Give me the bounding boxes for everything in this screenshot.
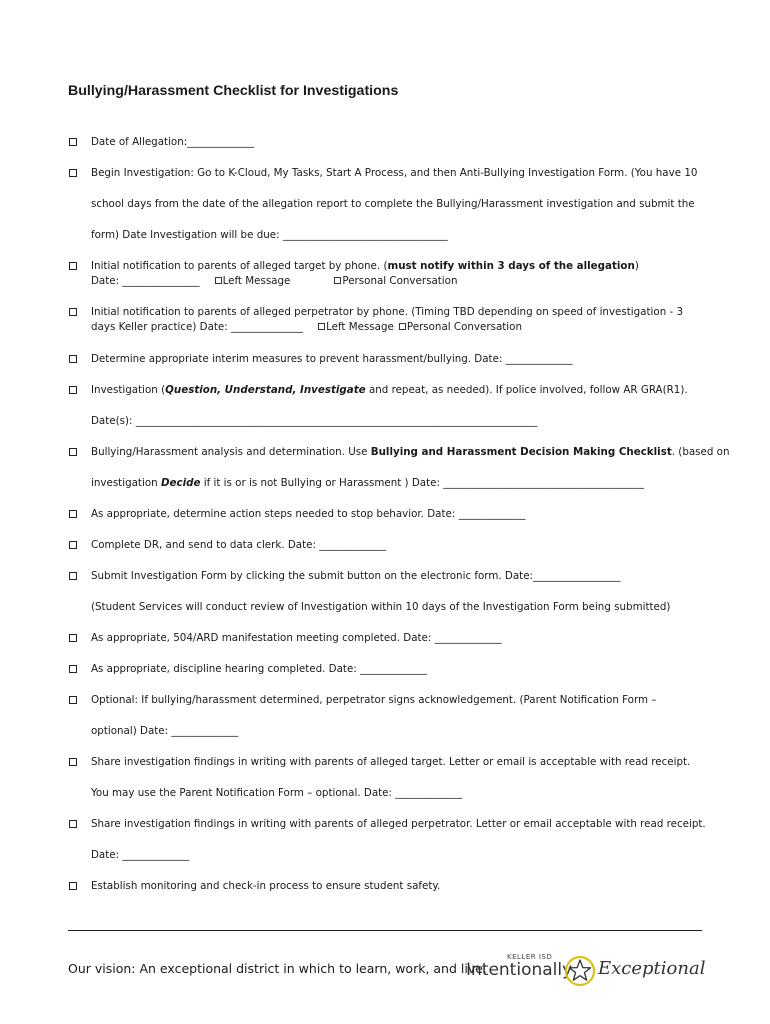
notify-target-close: ) bbox=[634, 260, 639, 272]
notify-perpetrator-line-1: Initial notification to parents of alleged perpetrator by phone. (Timing TBD depending on speed of investigation - 3 bbox=[91, 306, 684, 318]
checkbox-share-target[interactable] bbox=[69, 758, 77, 766]
decision-checklist-name: Bullying and Harassment Decision Making Checklist bbox=[370, 446, 672, 458]
monitoring-line: Establish monitoring and check-in process to ensure student safety. bbox=[91, 880, 441, 892]
interim-measures-line: Determine appropriate interim measures to prevent harassment/bullying. Date: _____________ bbox=[91, 353, 573, 365]
share-target-line-1: Share investigation findings in writing with parents of alleged target. Letter or email is acceptable with read receipt. bbox=[91, 756, 691, 768]
investigation-dates-line: Date(s): ______________________________________________________________________________ bbox=[91, 415, 538, 427]
logo-district-name: KELLER ISD bbox=[507, 953, 553, 961]
logo-exceptional: Exceptional bbox=[598, 958, 706, 979]
student-services-note: (Student Services will conduct review of Investigation within 10 days of the Investigation Form being submitted) bbox=[91, 601, 671, 613]
personal-conversation-checkbox-perpetrator[interactable] bbox=[399, 323, 406, 330]
checkbox-begin-investigation[interactable] bbox=[69, 169, 77, 177]
begin-investigation-line-2: school days from the date of the allegation report to complete the Bullying/Harassment investigation and submit the bbox=[91, 198, 695, 210]
vision-statement: Our vision: An exceptional district in which to learn, work, and live. bbox=[68, 961, 487, 976]
acknowledgement-line-1: Optional: If bullying/harassment determined, perpetrator signs acknowledgement. (Parent Notification Form – bbox=[91, 694, 657, 706]
checkbox-investigation[interactable] bbox=[69, 386, 77, 394]
share-perpetrator-line-2: Date: _____________ bbox=[91, 849, 190, 861]
page-title: Bullying/Harassment Checklist for Investigations bbox=[68, 83, 399, 99]
checkbox-notify-target[interactable] bbox=[69, 262, 77, 270]
complete-dr-line: Complete DR, and send to data clerk. Date: _____________ bbox=[91, 539, 387, 551]
checkbox-complete-dr[interactable] bbox=[69, 541, 77, 549]
checkbox-monitoring[interactable] bbox=[69, 882, 77, 890]
analysis-line-2 bbox=[91, 476, 644, 490]
analysis-line-1 bbox=[91, 445, 730, 459]
checkbox-analysis[interactable] bbox=[69, 448, 77, 456]
notify-perpetrator-line-2 bbox=[91, 320, 522, 334]
action-steps-line: As appropriate, determine action steps needed to stop behavior. Date: _____________ bbox=[91, 508, 526, 520]
checkbox-date-of-allegation[interactable] bbox=[69, 138, 77, 146]
notify-target-deadline: must notify within 3 days of the allegation bbox=[387, 260, 635, 272]
checkbox-action-steps[interactable] bbox=[69, 510, 77, 518]
personal-conversation-checkbox-target[interactable] bbox=[334, 277, 341, 284]
analysis-investigation: investigation bbox=[91, 477, 158, 489]
analysis-based-on: . (based on bbox=[671, 446, 730, 458]
begin-investigation-line-1: Begin Investigation: Go to K-Cloud, My Tasks, Start A Process, and then Anti-Bullying Investigation Form. (You have 10 bbox=[91, 167, 698, 179]
checkbox-share-perpetrator[interactable] bbox=[69, 820, 77, 828]
discipline-hearing-line: As appropriate, discipline hearing completed. Date: _____________ bbox=[91, 663, 427, 675]
notify-target-line-2 bbox=[91, 274, 458, 288]
personal-conversation-label: Personal Conversation bbox=[406, 321, 522, 333]
investigation-line-1 bbox=[91, 383, 688, 397]
checkbox-submit-form[interactable] bbox=[69, 572, 77, 580]
notify-perpetrator-date: days Keller practice) Date: ______________ bbox=[91, 321, 304, 333]
notify-target-date: Date: _______________ bbox=[91, 275, 200, 287]
manifestation-meeting-line: As appropriate, 504/ARD manifestation meeting completed. Date: _____________ bbox=[91, 632, 502, 644]
notify-target-line-1 bbox=[91, 259, 639, 273]
left-message-checkbox-perpetrator[interactable] bbox=[318, 323, 325, 330]
checkbox-discipline-hearing[interactable] bbox=[69, 665, 77, 673]
analysis-text: Bullying/Harassment analysis and determination. Use bbox=[91, 446, 371, 458]
date-of-allegation-line: Date of Allegation:_____________ bbox=[91, 136, 255, 148]
investigation-steps: Question, Understand, Investigate bbox=[165, 384, 366, 396]
checkbox-acknowledgement[interactable] bbox=[69, 696, 77, 704]
share-target-line-2: You may use the Parent Notification Form – optional. Date: _____________ bbox=[91, 787, 463, 799]
investigation-text: Investigation ( bbox=[91, 384, 166, 396]
footer-divider bbox=[68, 930, 702, 931]
left-message-checkbox-target[interactable] bbox=[215, 277, 222, 284]
checkbox-interim-measures[interactable] bbox=[69, 355, 77, 363]
logo-intentionally: Intentionally bbox=[466, 960, 573, 980]
begin-investigation-line-3: form) Date Investigation will be due: ________________________________ bbox=[91, 229, 448, 241]
acknowledgement-line-2: optional) Date: _____________ bbox=[91, 725, 239, 737]
left-message-label: Left Message bbox=[326, 321, 394, 333]
personal-conversation-label: Personal Conversation bbox=[342, 275, 458, 287]
submit-form-line: Submit Investigation Form by clicking the submit button on the electronic form. Date:_________________ bbox=[91, 570, 621, 582]
notify-target-text: Initial notification to parents of alleged target by phone. ( bbox=[91, 260, 388, 272]
decide-word: Decide bbox=[160, 477, 201, 489]
checkbox-manifestation-meeting[interactable] bbox=[69, 634, 77, 642]
share-perpetrator-line-1: Share investigation findings in writing with parents of alleged perpetrator. Letter or email acceptable with read receipt. bbox=[91, 818, 706, 830]
left-message-label: Left Message bbox=[222, 275, 291, 287]
star-logo-icon bbox=[562, 953, 598, 989]
investigation-rest: and repeat, as needed). If police involved, follow AR GRA(R1). bbox=[365, 384, 688, 396]
analysis-date: if it is or is not Bullying or Harassment ) Date: _______________________________________ bbox=[203, 477, 644, 489]
checkbox-notify-perpetrator[interactable] bbox=[69, 308, 77, 316]
